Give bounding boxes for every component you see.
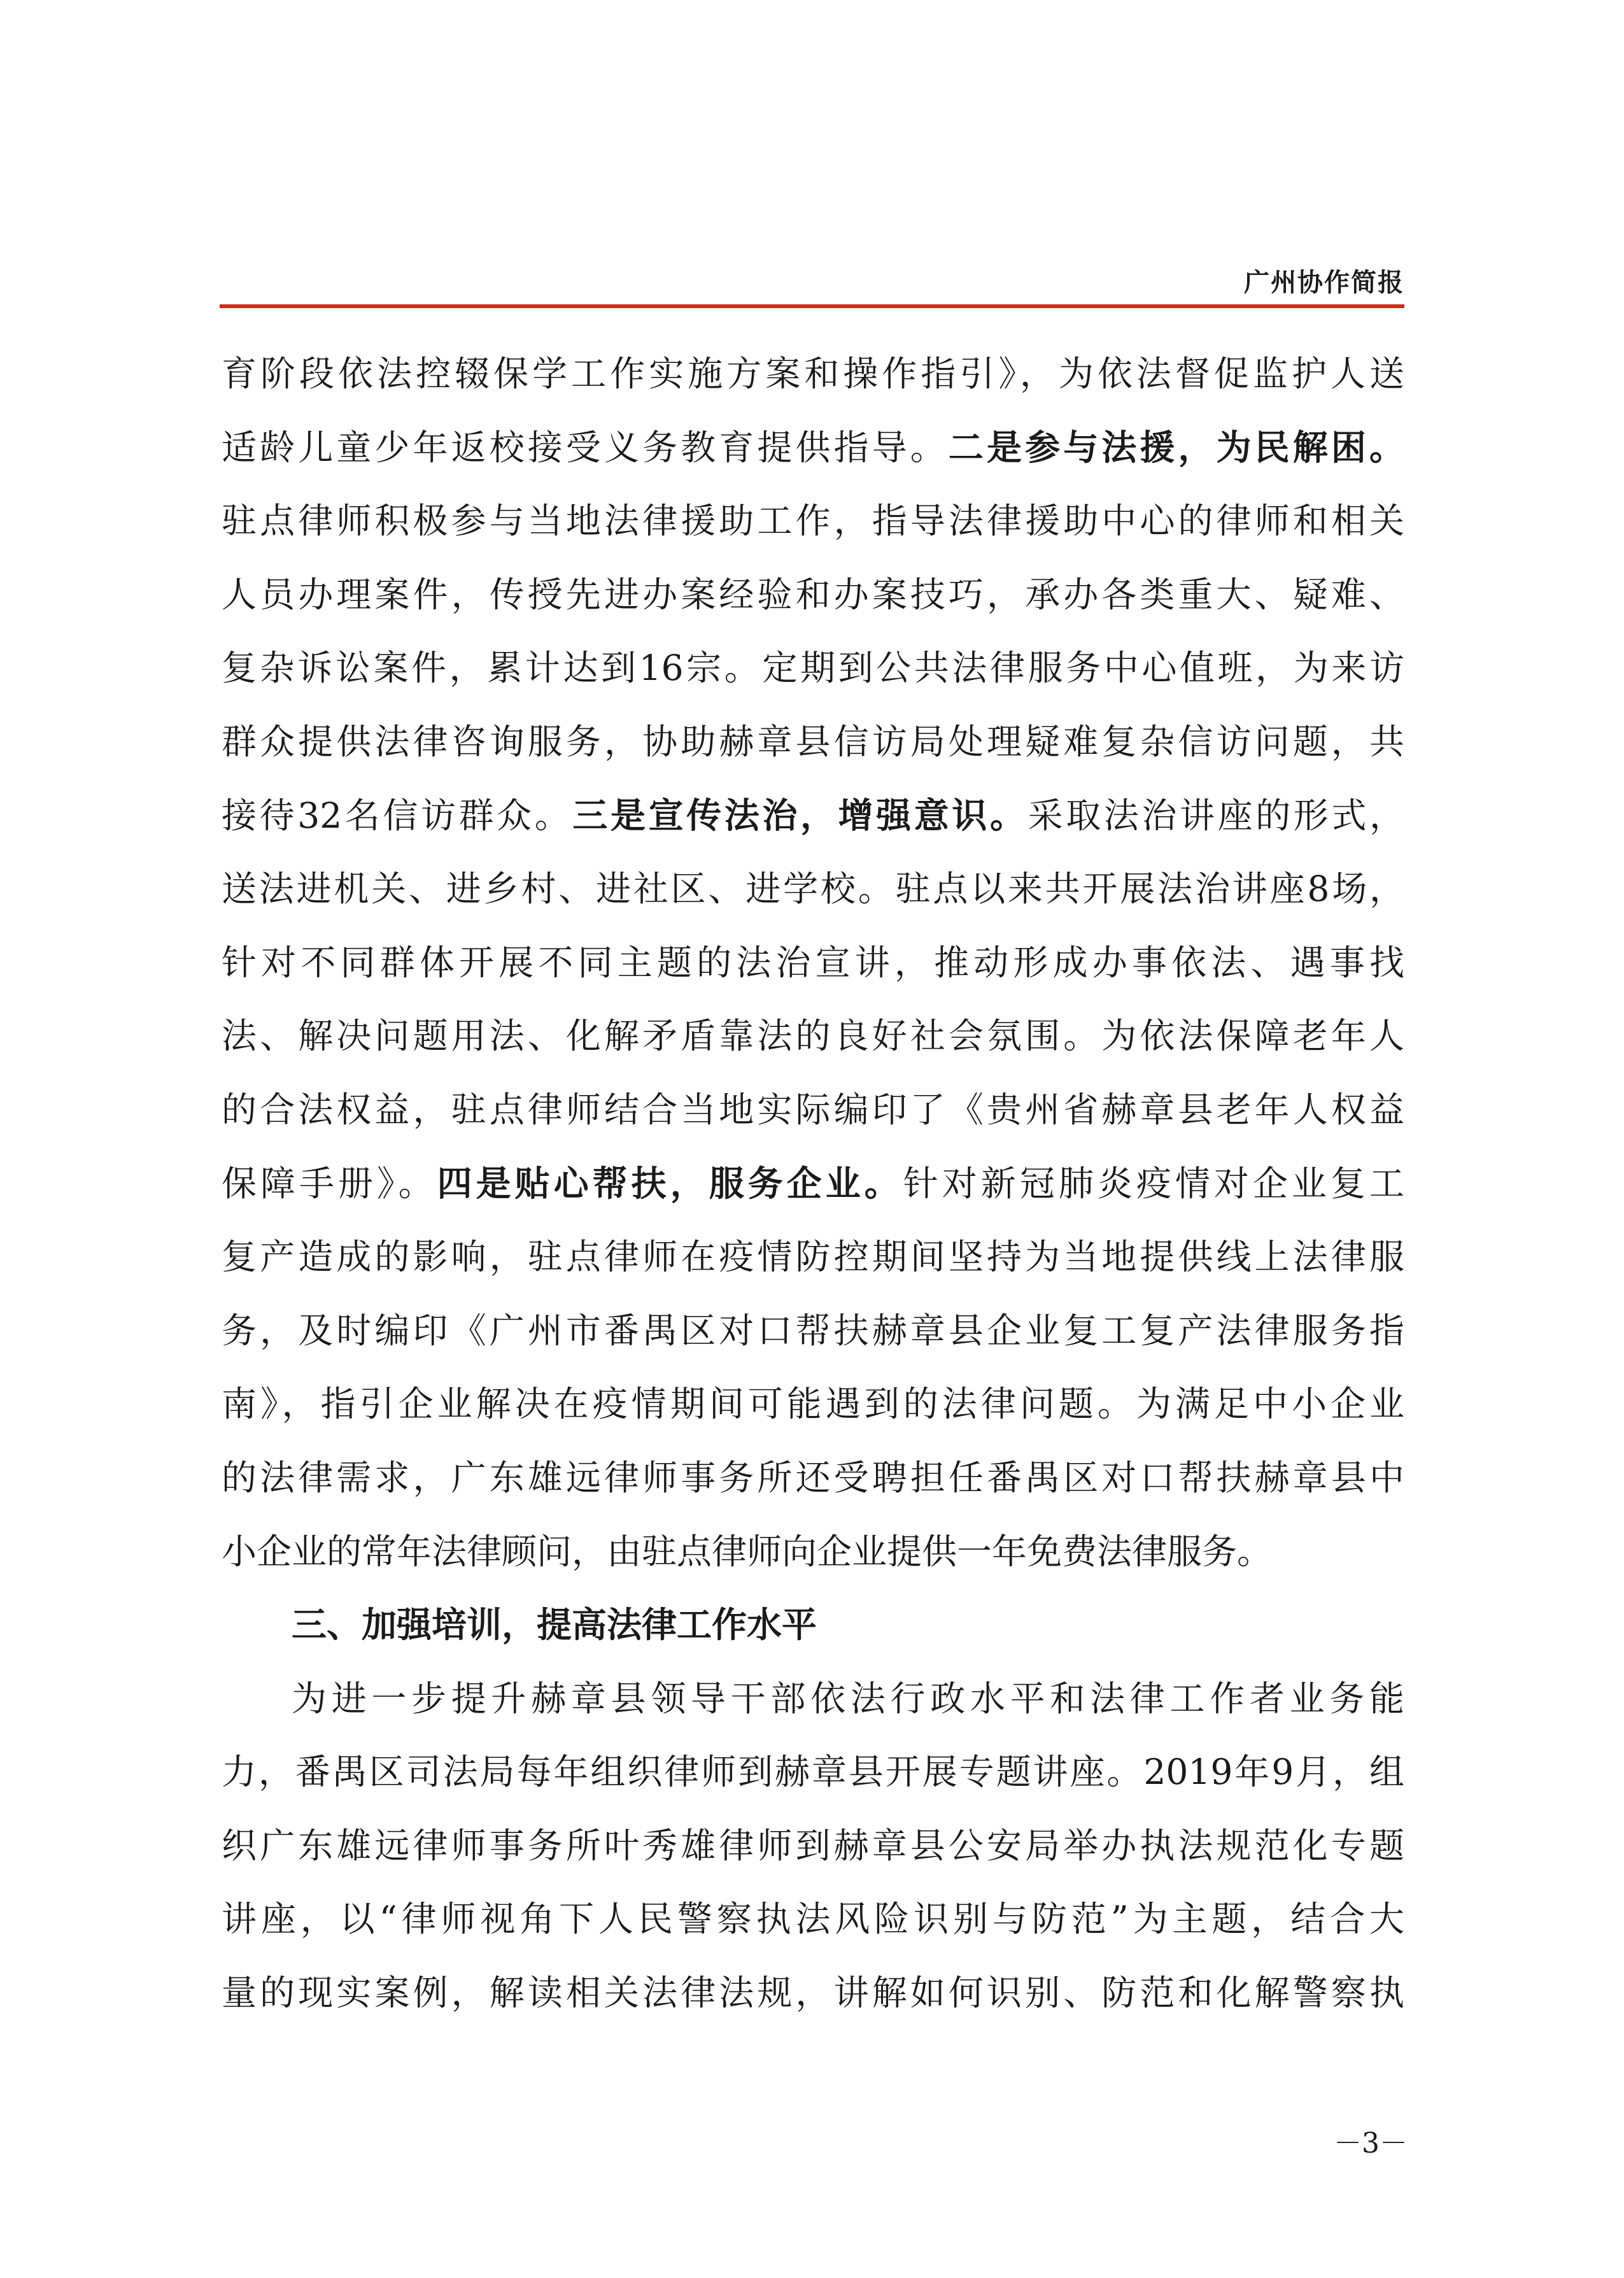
text-line: 务，及时编印《广州市番禺区对口帮扶赫章县企业复工复产法律服务指 — [222, 1310, 1404, 1351]
text-line: 驻点律师积极参与当地法律援助工作，指导法律援助中心的律师和相关 — [222, 500, 1404, 542]
text-line: 复产造成的影响，驻点律师在疫情防控期间坚持为当地提供线上法律服 — [222, 1236, 1404, 1278]
text-line: 为进一步提升赫章县领导干部依法行政水平和法律工作者业务能 — [292, 1678, 1404, 1719]
text-line: 复杂诉讼案件，累计达到16宗。定期到公共法律服务中心值班，为来访 — [222, 647, 1404, 689]
text-line: 接待32名信访群众。三是宣传法治，增强意识。采取法治讲座的形式， — [222, 795, 1404, 836]
body-text — [222, 337, 1404, 2030]
text-line: 小企业的常年法律顾问，由驻点律师向企业提供一年免费法律服务。 — [222, 1531, 1273, 1572]
point-three-heading: 三是宣传法治，增强意识。 — [572, 795, 1028, 836]
text-line: 育阶段依法控辍保学工作实施方案和操作指引》，为依法督促监护人送 — [222, 353, 1404, 394]
page-number: －3－ — [1334, 2127, 1408, 2160]
text-line: 力，番禺区司法局每年组织律师到赫章县开展专题讲座。2019年9月，组 — [222, 1751, 1404, 1793]
header-title: 广州协作简报 — [1244, 267, 1404, 297]
point-two-heading: 二是参与法援，为民解困。 — [948, 427, 1404, 468]
text-line: 送法进机关、进乡村、进社区、进学校。驻点以来共开展法治讲座8场， — [222, 868, 1404, 910]
point-four-heading: 四是贴心帮扶，服务企业。 — [437, 1163, 903, 1204]
section-heading: 三、加强培训，提高法律工作水平 — [292, 1604, 817, 1646]
text-line: 的法律需求，广东雄远律师事务所还受聘担任番禺区对口帮扶赫章县中 — [222, 1457, 1404, 1498]
text-line: 适龄儿童少年返校接受义务教育提供指导。二是参与法援，为民解困。 — [222, 427, 1404, 468]
text-line: 保障手册》。四是贴心帮扶，服务企业。针对新冠肺炎疫情对企业复工 — [222, 1163, 1404, 1204]
text-line: 讲座，以“律师视角下人民警察执法风险识别与防范”为主题，结合大 — [222, 1899, 1404, 1940]
text-line: 针对不同群体开展不同主题的法治宣讲，推动形成办事依法、遇事找 — [222, 942, 1404, 983]
header-rule — [220, 304, 1404, 308]
text-line: 的合法权益，驻点律师结合当地实际编印了《贵州省赫章县老年人权益 — [222, 1089, 1404, 1130]
text-line: 南》，指引企业解决在疫情期间可能遇到的法律问题。为满足中小企业 — [222, 1383, 1404, 1425]
text-line: 量的现实案例，解读相关法律法规，讲解如何识别、防范和化解警察执 — [222, 1972, 1404, 2014]
text-line: 人员办理案件，传授先进办案经验和办案技巧，承办各类重大、疑难、 — [222, 574, 1404, 615]
text-line: 织广东雄远律师事务所叶秀雄律师到赫章县公安局举办执法规范化专题 — [222, 1825, 1404, 1866]
text-line: 群众提供法律咨询服务，协助赫章县信访局处理疑难复杂信访问题，共 — [222, 721, 1404, 762]
text-line: 法、解决问题用法、化解矛盾靠法的良好社会氛围。为依法保障老年人 — [222, 1015, 1404, 1057]
